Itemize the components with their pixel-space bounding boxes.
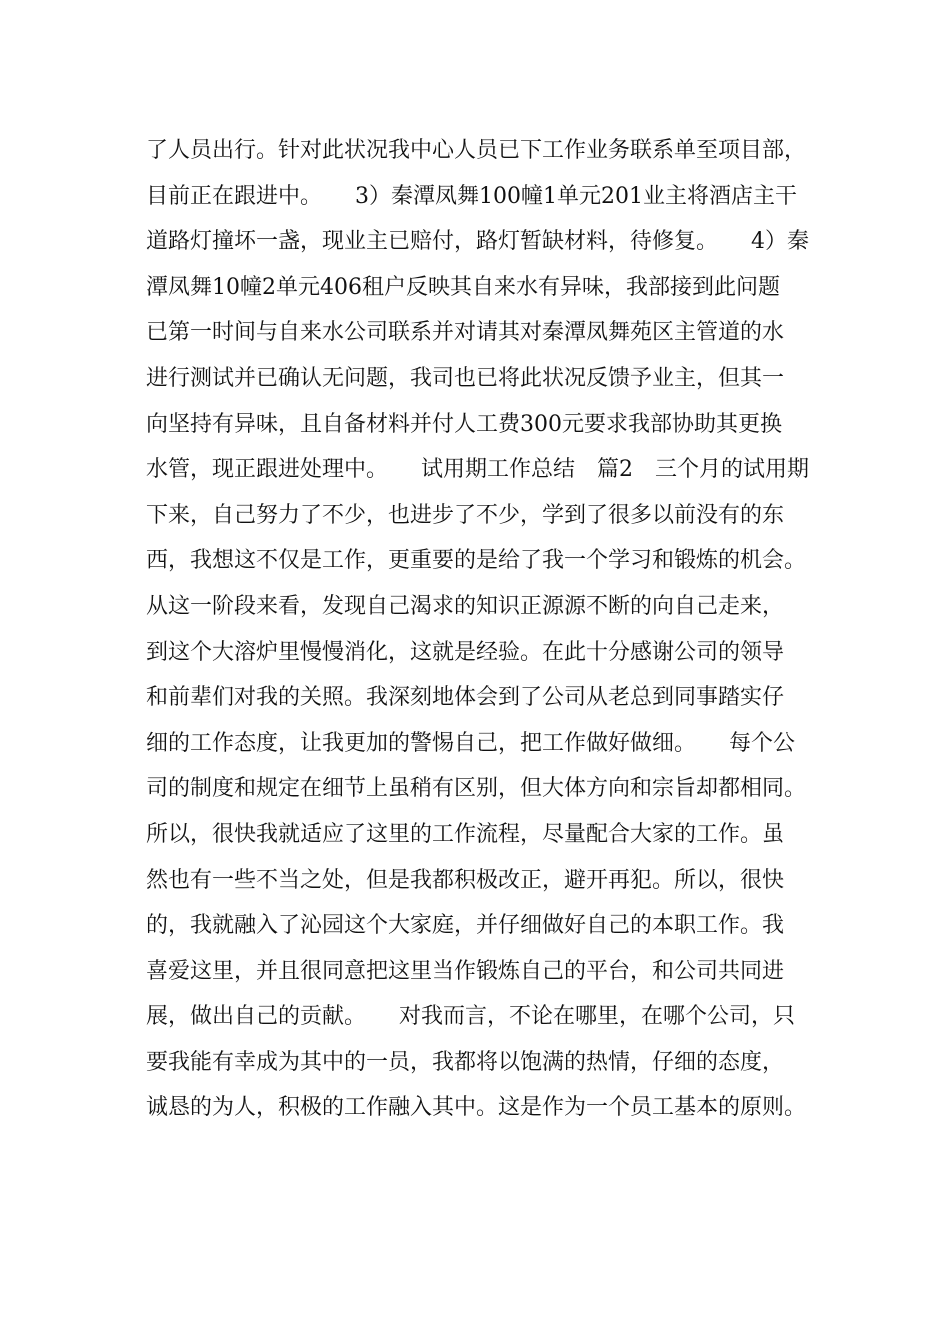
text-line: 和前辈们对我的关照。我深刻地体会到了公司从老总到同事踏实仔 — [146, 685, 785, 711]
text-line: 了人员出行。针对此状况我中心人员已下工作业务联系单至项目部， — [146, 138, 807, 163]
text-line: 潭凤舞10幢2单元406租户反映其自来水有异味，我部接到此问题 — [146, 274, 780, 300]
text-line: 司的制度和规定在细节上虽稍有区别，但大体方向和宗旨却都相同。 — [146, 776, 807, 802]
text-line: 喜爱这里，并且很同意把这里当作锻炼自己的平台，和公司共同进 — [146, 958, 785, 984]
text-line: 的，我就融入了沁园这个大家庭，并仔细做好自己的本职工作。我 — [146, 913, 785, 939]
text-line: 水管，现正跟进处理中。 试用期工作总结 篇2 三个月的试用期 — [146, 457, 809, 483]
text-line: 进行测试并已确认无问题，我司也已将此状况反馈予业主，但其一 — [146, 365, 785, 391]
text-line: 然也有一些不当之处，但是我都积极改正，避开再犯。所以，很快 — [146, 867, 785, 893]
text-line: 展，做出自己的贡献。 对我而言，不论在哪里，在哪个公司，只 — [146, 1004, 796, 1030]
text-line: 从这一阶段来看，发现自己渴求的知识正源源不断的向自己走来， — [146, 593, 785, 619]
text-line: 目前正在跟进中。 3）秦潭凤舞100幢1单元201业主将酒店主干 — [146, 183, 797, 209]
text-line: 所以，很快我就适应了这里的工作流程，尽量配合大家的工作。虽 — [146, 821, 785, 847]
text-line: 诚恳的为人，积极的工作融入其中。这是作为一个员工基本的原则。 — [146, 1095, 807, 1121]
text-line: 下来，自己努力了不少，也进步了不少，学到了很多以前没有的东 — [146, 502, 785, 528]
text-line: 到这个大溶炉里慢慢消化，这就是经验。在此十分感谢公司的领导 — [146, 639, 785, 665]
text-line: 道路灯撞坏一盏，现业主已赔付，路灯暂缺材料，待修复。 4）秦 — [146, 229, 809, 255]
body-text — [146, 128, 836, 1131]
text-line: 西，我想这不仅是工作，更重要的是给了我一个学习和锻炼的机会。 — [146, 548, 807, 574]
text-line: 向坚持有异味，且自备材料并付人工费300元要求我部协助其更换 — [146, 411, 782, 437]
text-line: 要我能有幸成为其中的一员，我都将以饱满的热情，仔细的态度， — [146, 1049, 785, 1075]
text-line: 细的工作态度，让我更加的警惕自己，把工作做好做细。 每个公 — [146, 730, 796, 756]
text-line: 已第一时间与自来水公司联系并对请其对秦潭凤舞苑区主管道的水 — [146, 320, 785, 346]
